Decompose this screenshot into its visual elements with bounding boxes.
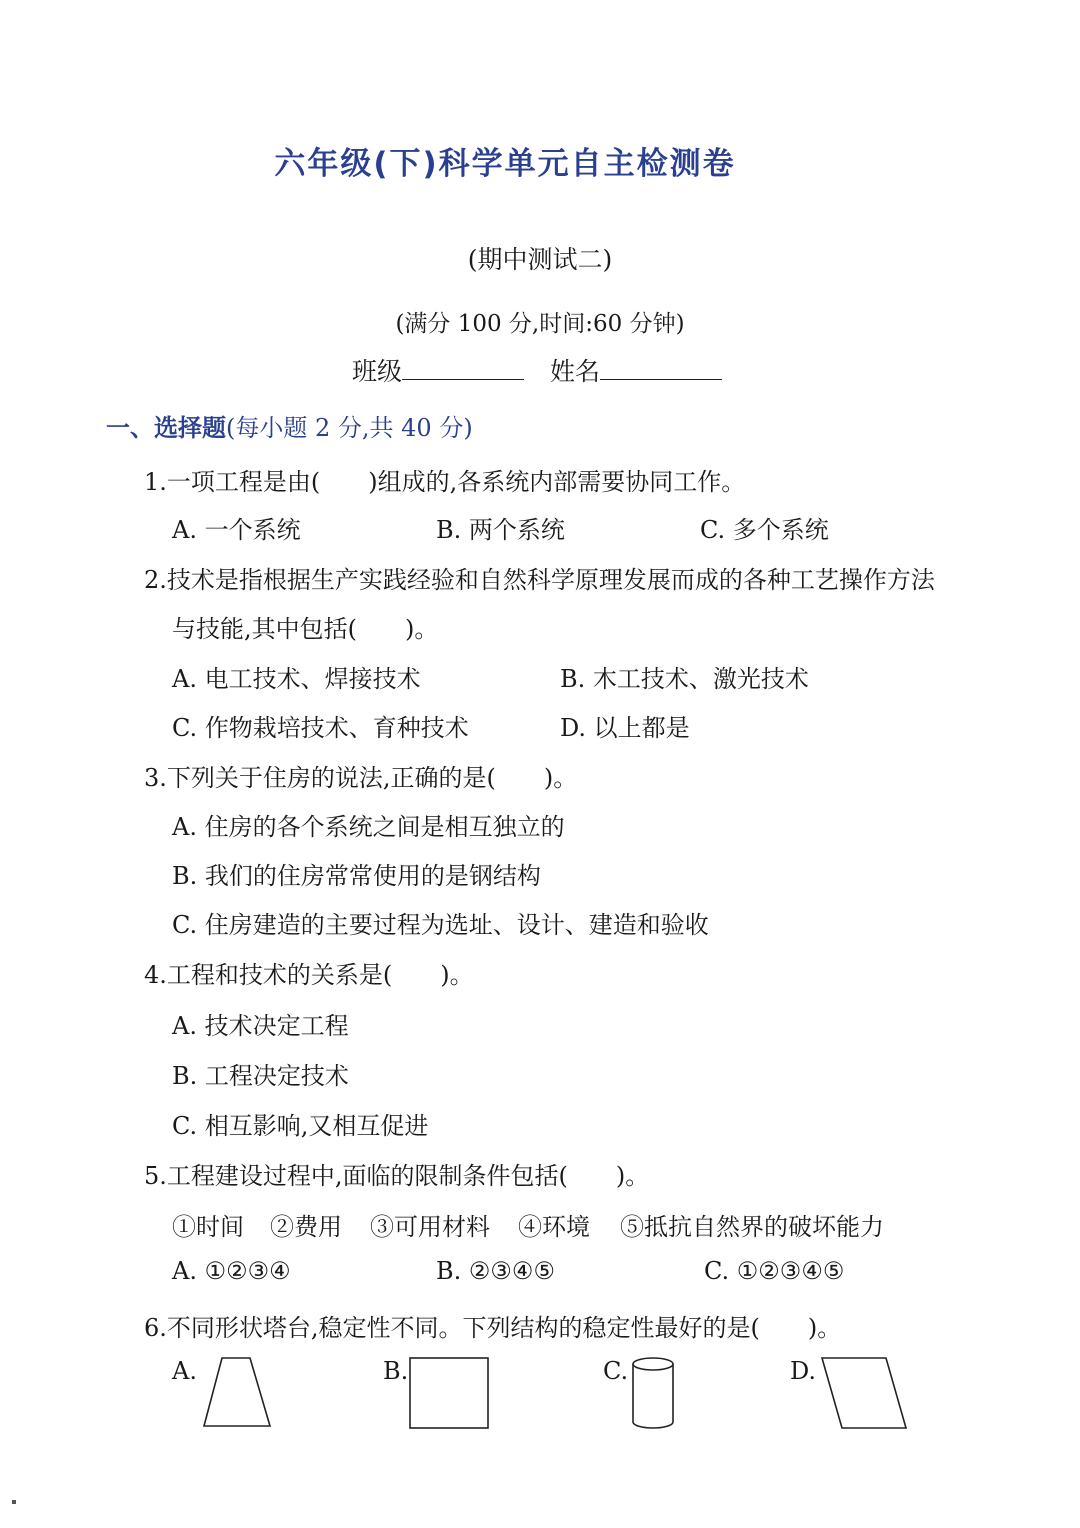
q2-option-a[interactable]: A. 电工技术、焊接技术 bbox=[172, 665, 421, 693]
q4-option-a[interactable]: A. 技术决定工程 bbox=[172, 1012, 349, 1040]
q5-condition-4: ④环境 bbox=[518, 1213, 590, 1241]
q3-option-c[interactable]: C. 住房建造的主要过程为选址、设计、建造和验收 bbox=[172, 911, 709, 939]
q4-option-c[interactable]: C. 相互影响,又相互促进 bbox=[172, 1112, 429, 1140]
q6-option-d[interactable]: D. bbox=[790, 1357, 817, 1385]
exam-subtitle: (期中测试二) bbox=[467, 245, 613, 274]
section-heading bbox=[106, 408, 473, 443]
q1-option-a[interactable]: A. 一个系统 bbox=[172, 516, 301, 544]
q3-option-a[interactable]: A. 住房的各个系统之间是相互独立的 bbox=[172, 813, 565, 841]
question-1-stem: 1.一项工程是由( )组成的,各系统内部需要协同工作。 bbox=[144, 468, 746, 496]
question-2-stem-cont: 与技能,其中包括( )。 bbox=[172, 615, 439, 643]
q5-condition-5: ⑤抵抗自然界的破坏能力 bbox=[620, 1213, 884, 1241]
class-blank[interactable] bbox=[402, 357, 524, 380]
section-label: 一、选择题 bbox=[106, 414, 226, 442]
q2-option-d[interactable]: D. 以上都是 bbox=[560, 714, 690, 742]
name-label: 姓名 bbox=[550, 357, 601, 386]
student-fields bbox=[352, 352, 722, 388]
class-label: 班级 bbox=[352, 357, 403, 386]
q2-option-c[interactable]: C. 作物栽培技术、育种技术 bbox=[172, 714, 469, 742]
q3-option-b[interactable]: B. 我们的住房常常使用的是钢结构 bbox=[172, 862, 541, 890]
question-6-stem: 6.不同形状塔台,稳定性不同。下列结构的稳定性最好的是( )。 bbox=[144, 1314, 842, 1342]
question-2-stem: 2.技术是指根据生产实践经验和自然科学原理发展而成的各种工艺操作方法 bbox=[144, 566, 935, 594]
scan-mark bbox=[12, 1500, 16, 1504]
question-3-stem: 3.下列关于住房的说法,正确的是( )。 bbox=[144, 764, 578, 792]
question-4-stem: 4.工程和技术的关系是( )。 bbox=[144, 961, 474, 989]
q1-option-c[interactable]: C. 多个系统 bbox=[700, 516, 829, 544]
q6-option-c[interactable]: C. bbox=[603, 1357, 629, 1385]
page-title: 六年级(下)科学单元自主检测卷 bbox=[274, 146, 736, 182]
q5-option-a[interactable]: A. ①②③④ bbox=[172, 1257, 291, 1285]
section-note: (每小题 2 分,共 40 分) bbox=[226, 414, 473, 442]
q5-condition-2: ②费用 bbox=[270, 1213, 342, 1241]
q6-option-a[interactable]: A. bbox=[172, 1357, 197, 1385]
q5-condition-3: ③可用材料 bbox=[370, 1213, 490, 1241]
q2-option-b[interactable]: B. 木工技术、激光技术 bbox=[560, 665, 809, 693]
q5-option-c[interactable]: C. ①②③④⑤ bbox=[704, 1257, 845, 1285]
square-icon bbox=[408, 1356, 492, 1432]
q4-option-b[interactable]: B. 工程决定技术 bbox=[172, 1062, 349, 1090]
exam-meta: (满分 100 分,时间:60 分钟) bbox=[395, 311, 685, 337]
q5-option-b[interactable]: B. ②③④⑤ bbox=[436, 1257, 555, 1285]
q1-option-b[interactable]: B. 两个系统 bbox=[436, 516, 565, 544]
parallelogram-icon bbox=[820, 1356, 910, 1432]
cylinder-icon bbox=[630, 1356, 678, 1432]
trapezoid-icon bbox=[200, 1356, 274, 1430]
question-5-stem: 5.工程建设过程中,面临的限制条件包括( )。 bbox=[144, 1162, 650, 1190]
name-blank[interactable] bbox=[600, 357, 722, 380]
q6-option-b[interactable]: B. bbox=[383, 1357, 409, 1385]
q5-condition-1: ①时间 bbox=[172, 1213, 244, 1241]
